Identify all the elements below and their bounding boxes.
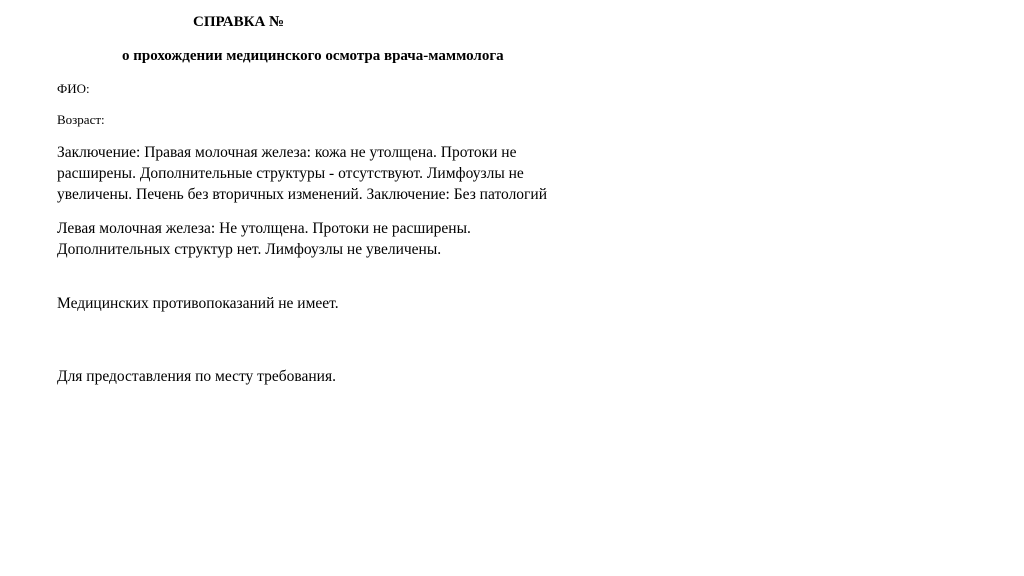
conclusion-right-line: увеличены. Печень без вторичных изменений. Заключение: Без патологий — [57, 186, 548, 203]
conclusion-left-line: Левая молочная железа: Не утолщена. Протоки не расширены. — [57, 220, 471, 237]
age-label: Возраст: — [57, 112, 105, 127]
conclusion-left-paragraph — [57, 218, 617, 260]
conclusion-right-line: Заключение: Правая молочная железа: кожа не утолщена. Протоки не — [57, 144, 517, 161]
conclusion-right-line: расширены. Дополнительные структуры - отсутствуют. Лимфоузлы не — [57, 165, 524, 182]
conclusion-right-paragraph — [57, 142, 617, 205]
document-title: СПРАВКА № — [193, 14, 285, 30]
fio-label: ФИО: — [57, 81, 90, 96]
contraindications-line: Медицинских противопоказаний не имеет. — [57, 295, 339, 312]
contraindications-text — [57, 293, 617, 314]
conclusion-left-line: Дополнительных структур нет. Лимфоузлы не увеличены. — [57, 241, 442, 258]
purpose-text — [57, 366, 617, 387]
document-subtitle: о прохождении медицинского осмотра врача-маммолога — [122, 48, 504, 64]
purpose-line: Для предоставления по месту требования. — [57, 368, 336, 385]
